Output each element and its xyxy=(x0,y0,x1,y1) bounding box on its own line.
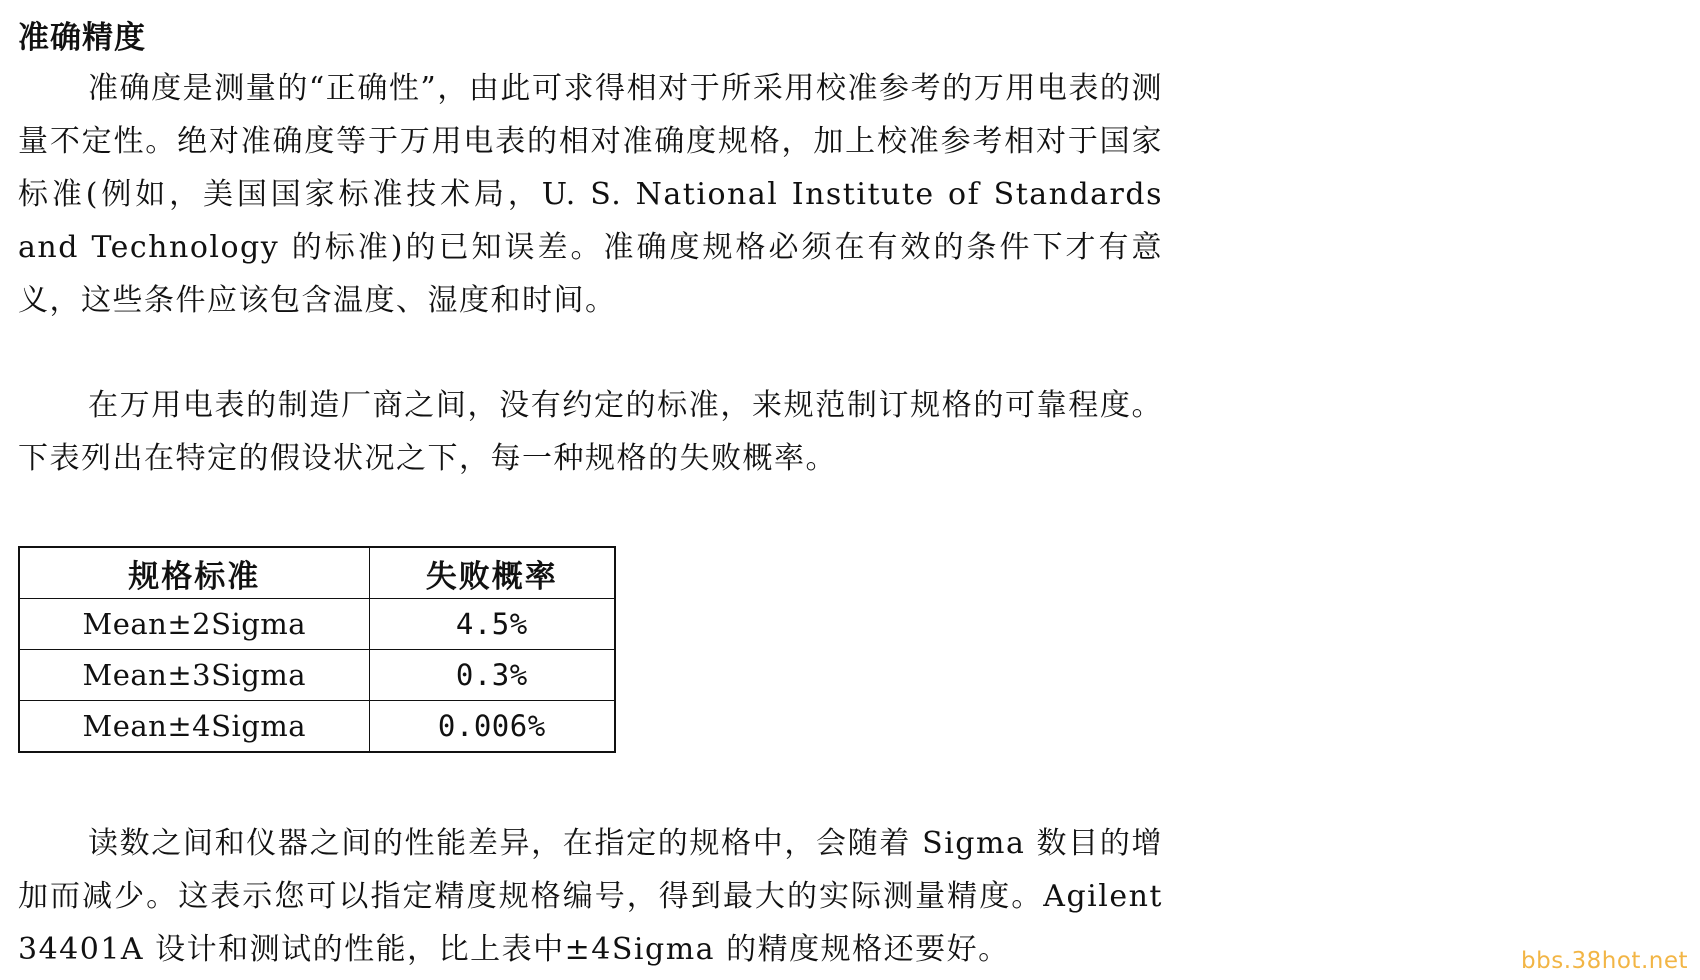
spec-cell: Mean±4Sigma xyxy=(19,701,369,753)
rate-cell: 0.006% xyxy=(369,701,615,753)
spec-cell: Mean±2Sigma xyxy=(19,599,369,650)
table-row xyxy=(19,701,615,753)
site-watermark: bbs.38hot.net xyxy=(1521,948,1688,974)
table-row xyxy=(19,650,615,701)
header-failure-rate: 失败概率 xyxy=(369,547,615,599)
header-spec-standard: 规格标准 xyxy=(19,547,369,599)
failure-probability-table xyxy=(18,546,616,753)
rate-cell: 4.5% xyxy=(369,599,615,650)
table-header-row xyxy=(19,547,615,599)
paragraph-accuracy-definition: 准确度是测量的“正确性”，由此可求得相对于所采用校准参考的万用电表的测量不定性。绝对准确度等于万用电表的相对准确度规格，加上校准参考相对于国家标准(例如，美国国家标准技术局，U. S. National Institute of Standards and Technology 的标准)的已知误差。准确度规格必须在有效的条件下才有意义，这些条件应该包含温度、湿度和时间。 xyxy=(18,71,1163,318)
paragraph-performance: 读数之间和仪器之间的性能差异，在指定的规格中，会随着 Sigma 数目的增加而减少。这表示您可以指定精度规格编号，得到最大的实际测量精度。Agilent 34401A 设计和测试的性能，比上表中±4Sigma 的精度规格还要好。 xyxy=(18,826,1163,967)
spec-cell: Mean±3Sigma xyxy=(19,650,369,701)
section-heading: 准确精度 xyxy=(18,20,146,56)
paragraph-no-standard: 在万用电表的制造厂商之间，没有约定的标准，来规范制订规格的可靠程度。下表列出在特定的假设状况之下，每一种规格的失败概率。 xyxy=(18,388,1163,476)
rate-cell: 0.3% xyxy=(369,650,615,701)
table-row xyxy=(19,599,615,650)
